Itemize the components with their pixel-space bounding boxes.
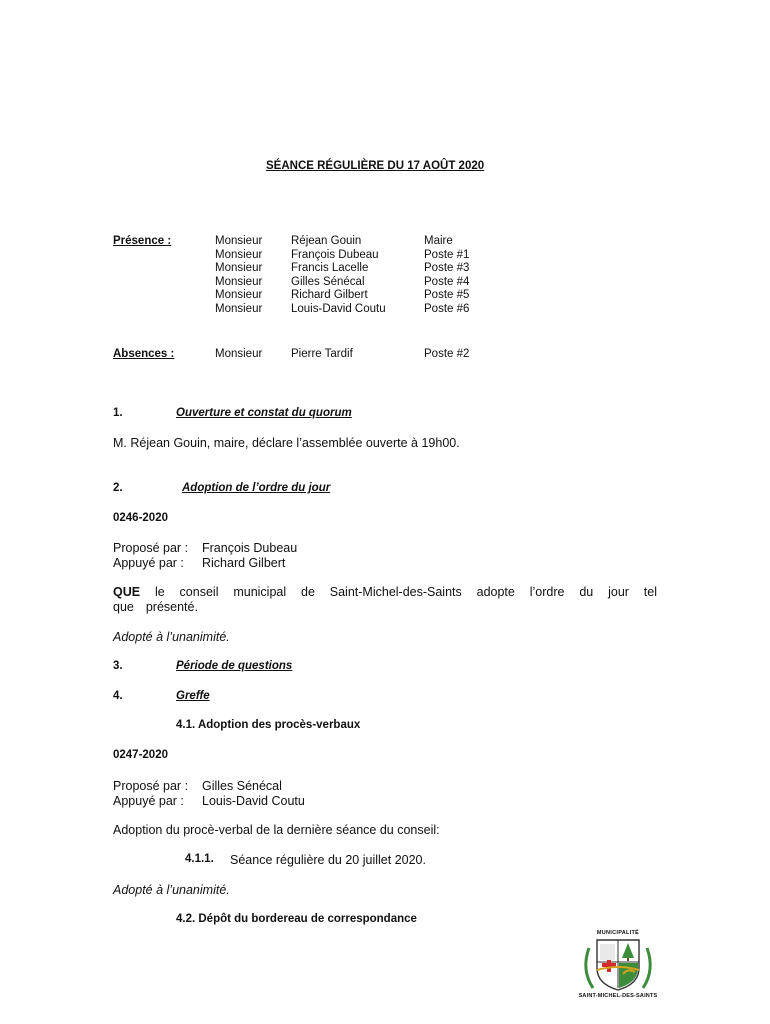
seconded-by: Richard Gilbert — [202, 556, 286, 570]
presence-name: François Dubeau — [291, 249, 379, 261]
section-number: 3. — [113, 660, 123, 672]
paragraph: Adoption du procè-verbal de la dernière séance du conseil: — [113, 823, 440, 837]
section-heading: Période de questions — [176, 660, 293, 672]
section-number: 4. — [113, 690, 123, 702]
resolution-paragraph — [113, 585, 657, 615]
subsection-heading: 4.1. Adoption des procès-verbaux — [176, 719, 361, 731]
section-number: 1. — [113, 407, 123, 419]
que-keyword: QUE — [113, 585, 141, 599]
resolution-body: le conseil municipal de Saint-Michel-des-Saints adopte l’ordre du jour tel que présenté. — [113, 585, 657, 614]
presence-name: Réjean Gouin — [291, 235, 362, 247]
proposed-label: Proposé par : — [113, 541, 189, 555]
logo-bottom-text: SAINT-MICHEL-DES-SAINTS — [578, 993, 658, 999]
presence-name: Gilles Sénécal — [291, 276, 365, 288]
item-text: Séance régulière du 20 juillet 2020. — [230, 853, 426, 867]
absence-name: Pierre Tardif — [291, 348, 353, 360]
crest-icon — [575, 930, 661, 1002]
presence-role: Poste #6 — [424, 303, 470, 315]
paragraph: M. Réjean Gouin, maire, déclare l’assemblée ouverte à 19h00. — [113, 436, 460, 450]
presence-role: Poste #3 — [424, 262, 470, 274]
presence-label: Présence : — [113, 235, 172, 247]
proposed-label: Proposé par : — [113, 779, 189, 793]
proposed-by: François Dubeau — [202, 541, 298, 555]
presence-name: Francis Lacelle — [291, 262, 369, 274]
presence-civility: Monsieur — [215, 249, 263, 261]
seconded-label: Appuyé par : — [113, 794, 184, 808]
presence-civility: Monsieur — [215, 276, 263, 288]
presence-role: Poste #1 — [424, 249, 470, 261]
document-title: SÉANCE RÉGULIÈRE DU 17 AOÛT 2020 — [266, 160, 485, 172]
presence-role: Maire — [424, 235, 453, 247]
absence-role: Poste #2 — [424, 348, 470, 360]
section-number: 2. — [113, 482, 123, 494]
resolution-number: 0247-2020 — [113, 749, 168, 761]
presence-name: Richard Gilbert — [291, 289, 368, 301]
presence-role: Poste #4 — [424, 276, 470, 288]
item-number: 4.1.1. — [185, 853, 214, 865]
subsection-heading: 4.2. Dépôt du bordereau de correspondance — [176, 913, 417, 925]
presence-civility: Monsieur — [215, 262, 263, 274]
presence-civility: Monsieur — [215, 289, 263, 301]
section-heading: Greffe — [176, 690, 210, 702]
adopted-note: Adopté à l’unanimité. — [113, 630, 230, 644]
presence-name: Louis-David Coutu — [291, 303, 386, 315]
proposed-by: Gilles Sénécal — [202, 779, 282, 793]
municipality-logo — [575, 930, 661, 1002]
presence-civility: Monsieur — [215, 235, 263, 247]
seconded-by: Louis-David Coutu — [202, 794, 305, 808]
section-heading: Adoption de l’ordre du jour — [182, 482, 331, 494]
section-heading: Ouverture et constat du quorum — [176, 407, 352, 419]
presence-civility: Monsieur — [215, 303, 263, 315]
presence-role: Poste #5 — [424, 289, 470, 301]
absences-label: Absences : — [113, 348, 175, 360]
resolution-number: 0246-2020 — [113, 512, 168, 524]
logo-top-text: MUNICIPALITÉ — [596, 930, 640, 936]
absence-civility: Monsieur — [215, 348, 263, 360]
seconded-label: Appuyé par : — [113, 556, 184, 570]
adopted-note: Adopté à l’unanimité. — [113, 883, 230, 897]
